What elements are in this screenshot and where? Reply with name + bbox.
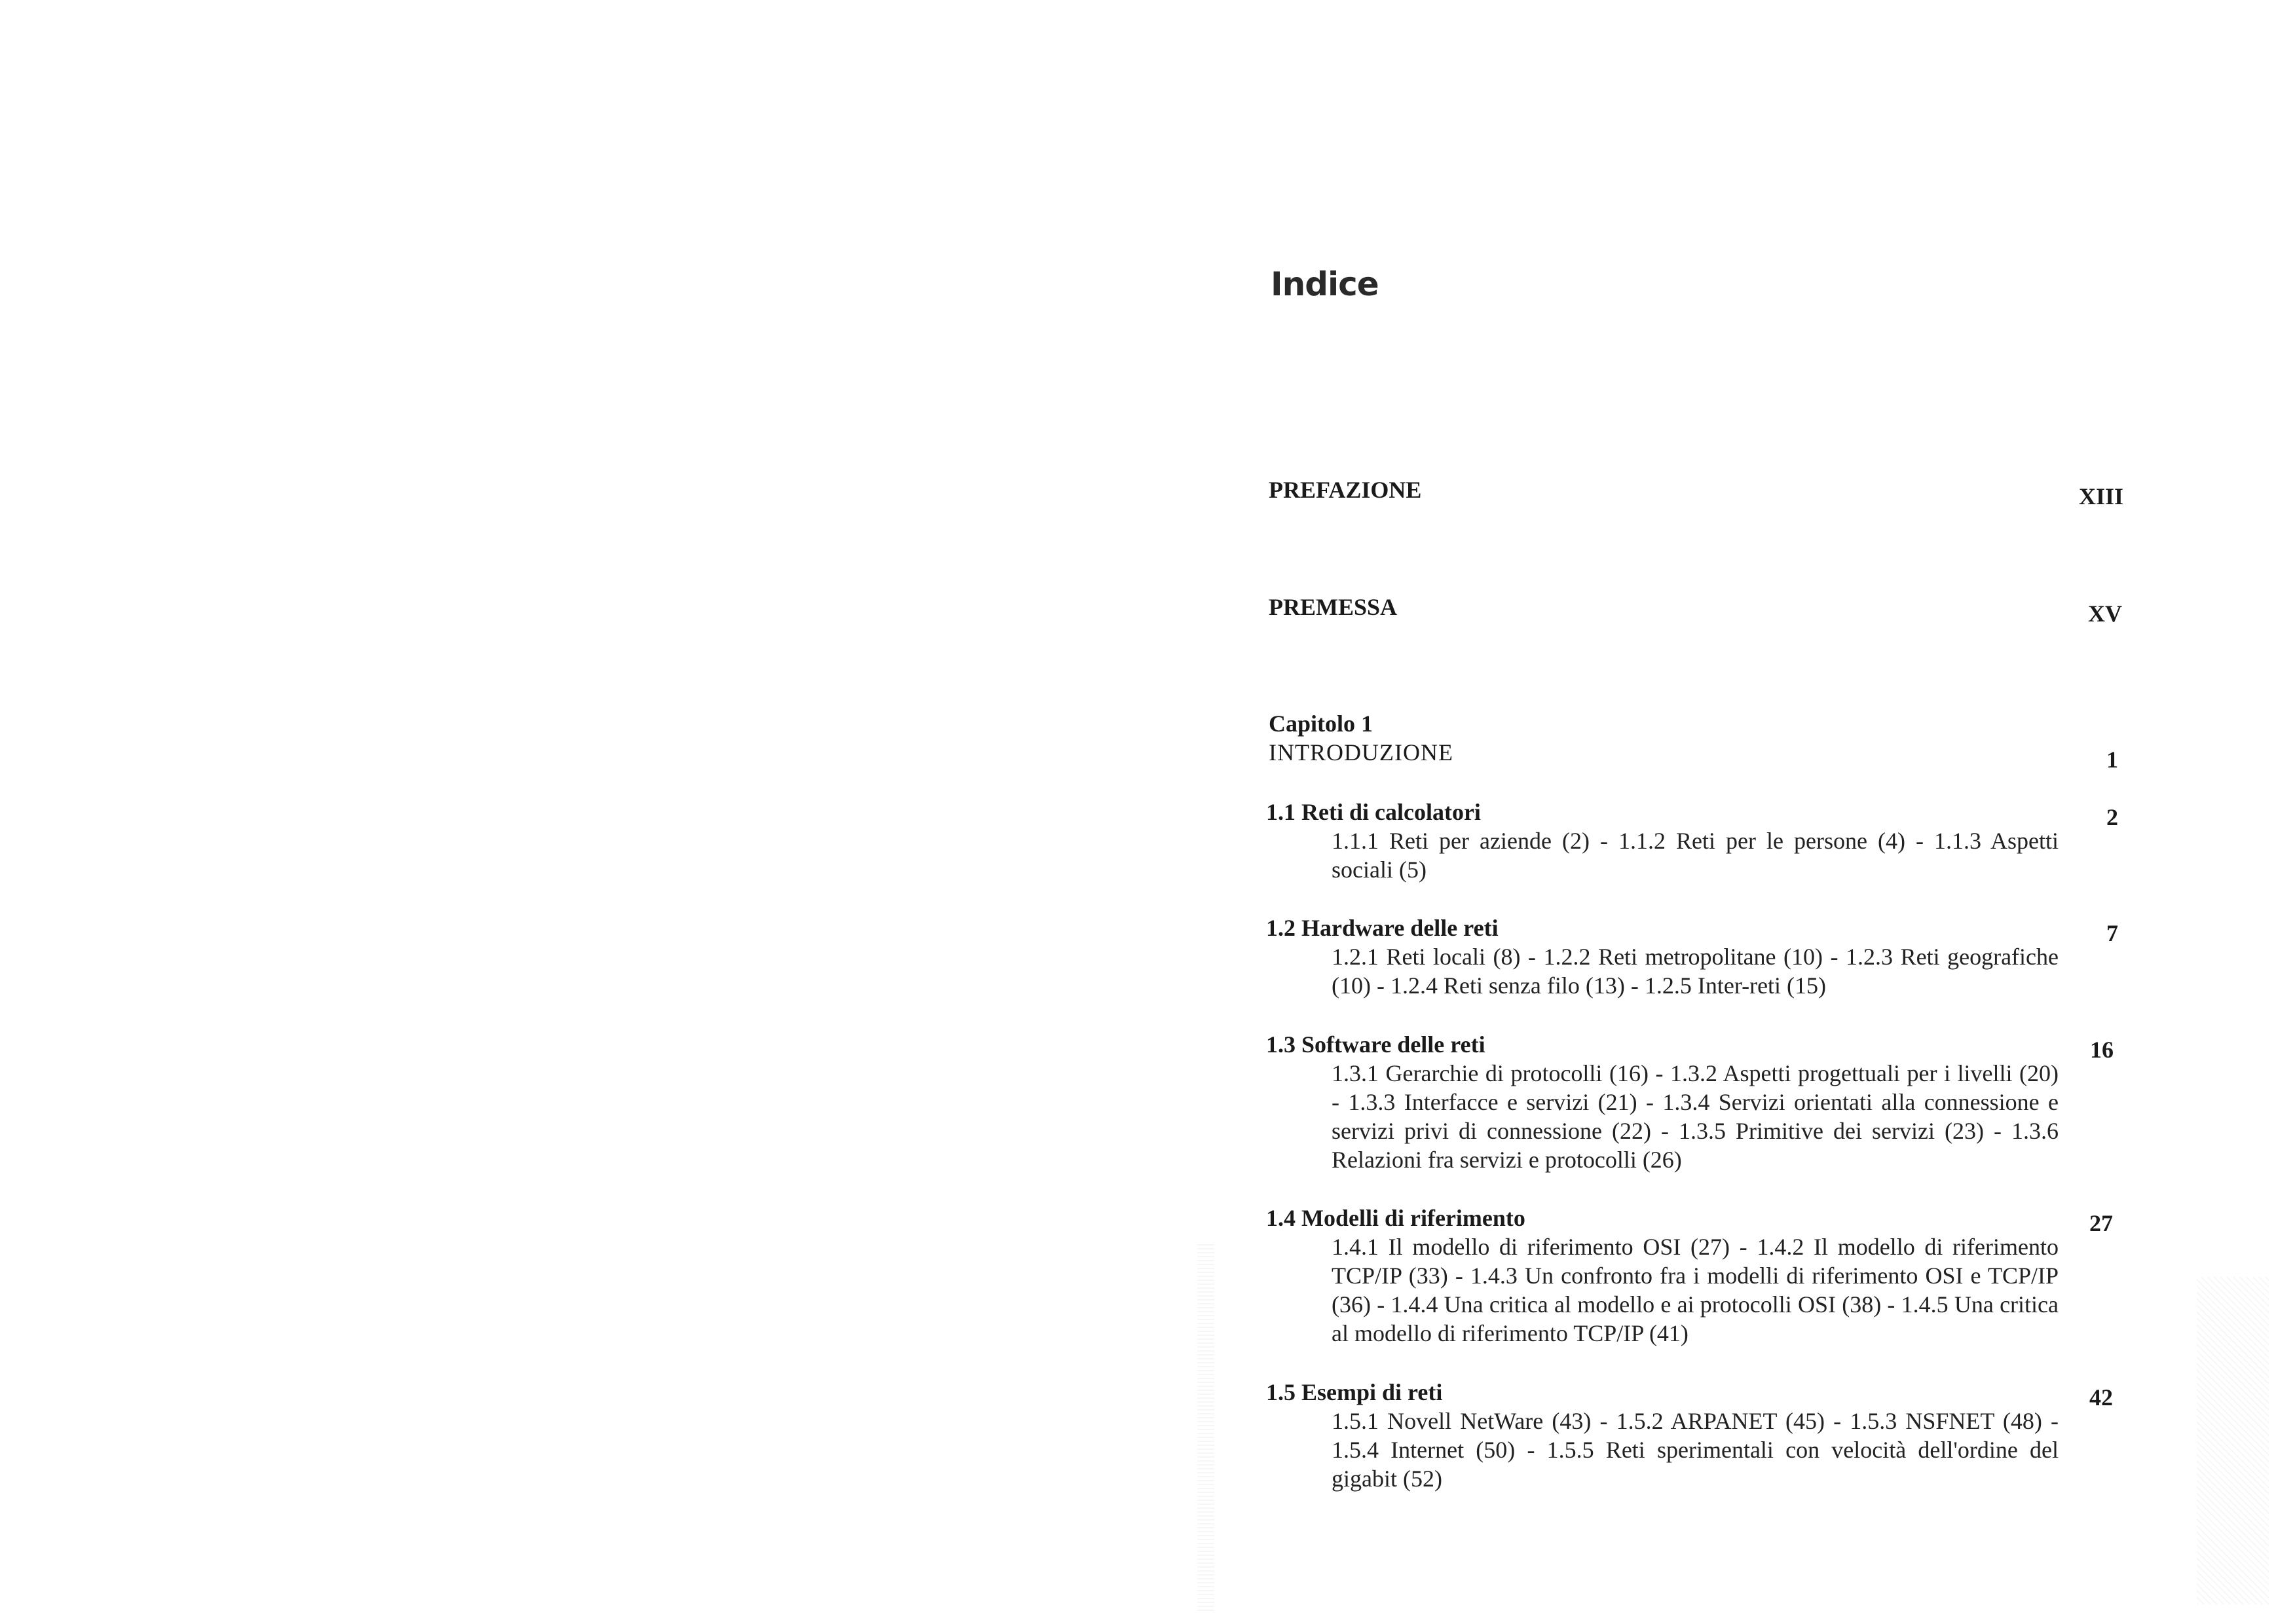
toc-page-premessa: XV bbox=[2088, 600, 2122, 627]
toc-section-1-1 bbox=[1266, 798, 2059, 884]
section-title: 1.4 Modelli di riferimento bbox=[1266, 1205, 1525, 1231]
toc-page-section-1-3: 16 bbox=[2090, 1037, 2114, 1063]
toc-entry-premessa: PREMESSA bbox=[1269, 594, 1398, 620]
chapter-heading bbox=[1269, 709, 1453, 767]
chapter-title: INTRODUZIONE bbox=[1269, 739, 1453, 766]
toc-page-prefazione: XIII bbox=[2078, 483, 2123, 509]
toc-section-1-5 bbox=[1266, 1378, 2059, 1493]
chapter-label: Capitolo 1 bbox=[1269, 710, 1373, 737]
toc-page-chapter: 1 bbox=[2106, 747, 2118, 773]
section-subentries: 1.5.1 Novell NetWare (43) - 1.5.2 ARPANET (45) - 1.5.3 NSFNET (48) - 1.5.4 Internet (50) - 1.5.5 Reti sperimentali con velocità dell'ordine del gigabit (52) bbox=[1332, 1408, 2059, 1492]
page-title: Indice bbox=[1271, 265, 1379, 303]
section-subentries: 1.1.1 Reti per aziende (2) - 1.1.2 Reti per le persone (4) - 1.1.3 Aspetti sociali (5) bbox=[1332, 828, 2059, 883]
section-subentries: 1.2.1 Reti locali (8) - 1.2.2 Reti metropolitane (10) - 1.2.3 Reti geografiche (10) - 1.2.4 Reti senza filo (13) - 1.2.5 Inter-reti (15) bbox=[1332, 944, 2059, 999]
section-subentries: 1.3.1 Gerarchie di protocolli (16) - 1.3.2 Aspetti progettuali per i livelli (20) - 1.3.3 Interfacce e servizi (21) - 1.3.4 Servizi orientati alla connessione e servizi privi di connessione (22) - 1.3.5 Primitive dei servizi (23) - 1.3.6 Relazioni fra servizi e protocolli (26) bbox=[1332, 1060, 2059, 1173]
section-title: 1.1 Reti di calcolatori bbox=[1266, 799, 1481, 825]
section-title: 1.3 Software delle reti bbox=[1266, 1031, 1485, 1058]
edge-scan-noise bbox=[2197, 1277, 2269, 1604]
toc-page-section-1-4: 27 bbox=[2089, 1210, 2113, 1236]
toc-page-section-1-5: 42 bbox=[2089, 1384, 2113, 1411]
toc-section-1-4 bbox=[1266, 1204, 2059, 1348]
toc-section-1-2 bbox=[1266, 913, 2059, 1000]
toc-entry-prefazione: PREFAZIONE bbox=[1269, 477, 1422, 503]
toc-page-section-1-2: 7 bbox=[2106, 920, 2118, 946]
toc-section-1-3 bbox=[1266, 1030, 2059, 1174]
toc-page-section-1-1: 2 bbox=[2106, 804, 2118, 830]
section-title: 1.2 Hardware delle reti bbox=[1266, 915, 1499, 941]
section-subentries: 1.4.1 Il modello di riferimento OSI (27) - 1.4.2 Il modello di riferimento TCP/IP (33) - 1.4.3 Un confronto fra i modelli di riferimento OSI e TCP/IP (36) - 1.4.4 Una critica al modello e ai protocolli OSI (38) - 1.4.5 Una critica al modello di riferimento TCP/IP (41) bbox=[1332, 1234, 2059, 1346]
gutter-scan-shadow bbox=[1197, 1244, 1214, 1611]
section-title: 1.5 Esempi di reti bbox=[1266, 1379, 1443, 1405]
